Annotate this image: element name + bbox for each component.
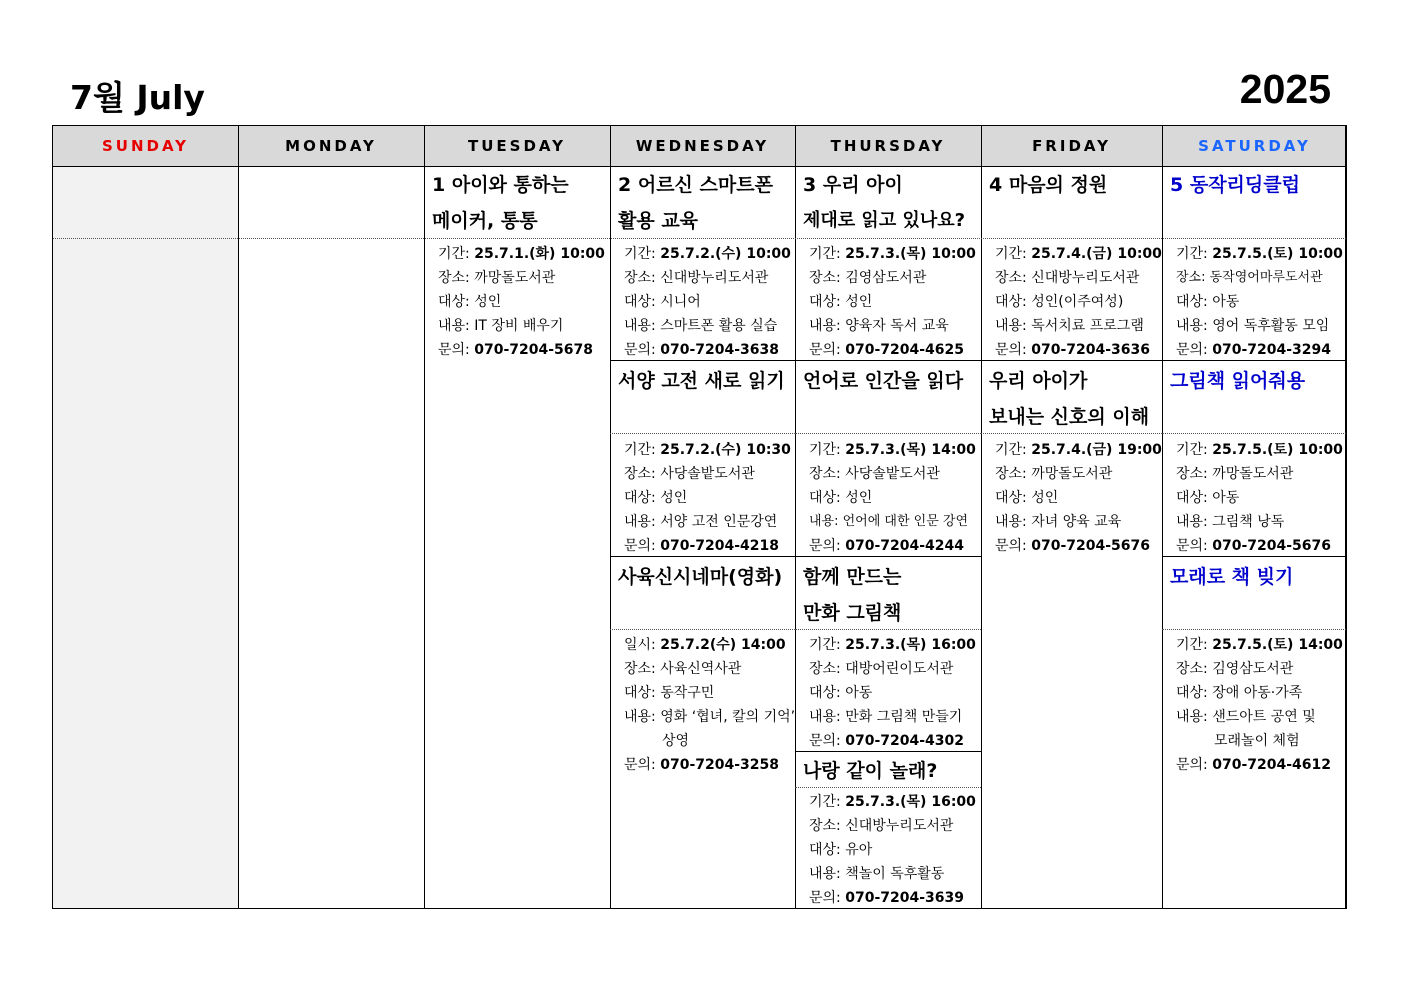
sunday-column-fill (53, 167, 238, 908)
title-divider (795, 433, 981, 434)
event-content: 내용: 영어 독후활동 모임 (1176, 318, 1330, 334)
event-title: 5 동작리딩클럽 (1170, 174, 1300, 196)
event-details (610, 438, 795, 558)
event-date: 25.7.5.(토) 10:00 (1212, 246, 1343, 262)
event-place: 장소: 대방어린이도서관 (809, 661, 954, 677)
column-divider (238, 126, 239, 908)
detail-label: 문의: (1176, 538, 1213, 554)
event-title: 함께 만드는 (803, 566, 902, 588)
event-phone: 070-7204-5678 (474, 342, 593, 358)
event-details (981, 242, 1162, 362)
event-date: 25.7.3.(목) 16:00 (845, 794, 976, 810)
event-place: 장소: 사당솔밭도서관 (624, 466, 755, 482)
month-title: 7월 July (70, 78, 205, 117)
detail-label: 문의: (1176, 757, 1213, 773)
event-title: 사육신시네마(영화) (618, 566, 783, 588)
detail-label: 기간: (995, 442, 1032, 458)
detail-label: 문의: (438, 342, 475, 358)
event-place: 장소: 까망돌도서관 (438, 270, 556, 286)
event-target: 대상: 장애 아동·가족 (1176, 685, 1303, 701)
event-place: 장소: 사당솔밭도서관 (809, 466, 940, 482)
event-target: 대상: 아동 (809, 685, 873, 701)
event-details (981, 438, 1162, 558)
event-phone: 070-7204-3638 (660, 342, 779, 358)
event-title: 만화 그림책 (803, 602, 902, 624)
detail-label: 문의: (809, 890, 846, 906)
event-details (795, 438, 981, 558)
event-title: 언어로 인간을 읽다 (803, 370, 964, 392)
event-place: 장소: 까망돌도서관 (995, 466, 1113, 482)
event-place: 장소: 신대방누리도서관 (624, 270, 769, 286)
detail-label: 문의: (995, 342, 1032, 358)
event-details (1162, 242, 1346, 362)
event-place: 장소: 신대방누리도서관 (995, 270, 1140, 286)
detail-label: 기간: (995, 246, 1032, 262)
event-phone: 070-7204-4302 (845, 733, 964, 749)
weekday-friday: FRIDAY (1032, 137, 1111, 155)
detail-label: 문의: (624, 342, 661, 358)
detail-label: 문의: (809, 538, 846, 554)
event-phone: 070-7204-5676 (1212, 538, 1331, 554)
event-target: 대상: 시니어 (624, 294, 701, 310)
event-content: 내용: 영화 ‘협녀, 칼의 기억’ (624, 709, 796, 725)
detail-label: 기간: (809, 794, 846, 810)
event-content: 내용: 스마트폰 활용 실습 (624, 318, 778, 334)
event-content: 내용: 언어에 대한 인문 강연 (809, 514, 969, 529)
event-place: 장소: 김영삼도서관 (809, 270, 927, 286)
event-title: 서양 고전 새로 읽기 (618, 370, 785, 392)
event-target: 대상: 성인 (995, 490, 1059, 506)
event-details (795, 633, 981, 753)
detail-label: 기간: (809, 637, 846, 653)
event-date: 25.7.2(수) 14:00 (660, 637, 786, 653)
event-date: 25.7.2.(수) 10:00 (660, 246, 791, 262)
event-title: 우리 아이가 (989, 370, 1088, 392)
detail-label: 문의: (809, 342, 846, 358)
weekday-sunday: SUNDAY (101, 137, 190, 155)
detail-label: 기간: (438, 246, 475, 262)
event-content: 내용: IT 장비 배우기 (438, 318, 564, 334)
weekday-saturday: SATURDAY (1198, 137, 1311, 155)
event-place: 장소: 신대방누리도서관 (809, 818, 954, 834)
title-divider (610, 629, 795, 630)
event-title: 4 마음의 정원 (989, 174, 1108, 196)
event-date: 25.7.1.(화) 10:00 (474, 246, 605, 262)
detail-label: 문의: (624, 538, 661, 554)
event-details (1162, 633, 1346, 777)
event-content: 내용: 책놀이 독후활동 (809, 866, 945, 882)
event-details (424, 242, 610, 362)
weekday-wednesday: WEDNESDAY (635, 137, 770, 155)
event-content: 내용: 서양 고전 인문강연 (624, 514, 778, 530)
event-phone: 070-7204-3294 (1212, 342, 1331, 358)
event-date: 25.7.5.(토) 14:00 (1212, 637, 1343, 653)
event-target: 대상: 성인 (624, 490, 688, 506)
detail-label: 일시: (624, 637, 661, 653)
detail-label: 기간: (809, 442, 846, 458)
event-target: 대상: 유아 (809, 842, 873, 858)
event-content: 내용: 독서치료 프로그램 (995, 318, 1144, 334)
event-title: 제대로 읽고 있나요? (803, 210, 966, 231)
event-target: 대상: 성인 (809, 294, 873, 310)
event-details (795, 242, 981, 362)
detail-label: 기간: (624, 442, 661, 458)
event-place: 장소: 김영삼도서관 (1176, 661, 1294, 677)
event-target: 대상: 성인(이주여성) (995, 294, 1124, 310)
event-content: 내용: 자녀 양육 교육 (995, 514, 1122, 530)
detail-label: 문의: (809, 733, 846, 749)
detail-label: 문의: (995, 538, 1032, 554)
weekday-tuesday: TUESDAY (468, 137, 566, 155)
event-title: 그림책 읽어줘용 (1170, 370, 1306, 392)
detail-label: 기간: (1176, 246, 1213, 262)
detail-label: 기간: (1176, 442, 1213, 458)
event-date: 25.7.2.(수) 10:30 (660, 442, 791, 458)
detail-label: 기간: (809, 246, 846, 262)
weekday-monday: MONDAY (285, 137, 377, 155)
event-details (610, 633, 795, 777)
event-target: 대상: 아동 (1176, 294, 1240, 310)
event-phone: 070-7204-4612 (1212, 757, 1331, 773)
event-date: 25.7.4.(금) 19:00 (1031, 442, 1162, 458)
title-divider (610, 433, 795, 434)
event-title: 3 우리 아이 (803, 174, 903, 196)
event-date: 25.7.3.(목) 16:00 (845, 637, 976, 653)
detail-label: 문의: (624, 757, 661, 773)
calendar-grid (52, 125, 1347, 909)
detail-label: 문의: (1176, 342, 1213, 358)
event-phone: 070-7204-4218 (660, 538, 779, 554)
event-phone: 070-7204-4244 (845, 538, 964, 554)
event-title: 활용 교육 (618, 210, 699, 232)
event-target: 대상: 동작구민 (624, 685, 715, 701)
detail-label: 기간: (1176, 637, 1213, 653)
event-content-cont: 모래놀이 체험 (1214, 733, 1300, 749)
event-content: 내용: 만화 그림책 만들기 (809, 709, 963, 725)
event-details (1162, 438, 1346, 558)
event-date: 25.7.3.(목) 14:00 (845, 442, 976, 458)
event-phone: 070-7204-4625 (845, 342, 964, 358)
title-divider (1162, 629, 1346, 630)
year-title: 2025 (1239, 66, 1331, 112)
event-details (795, 790, 981, 910)
event-title: 1 아이와 통하는 (432, 174, 569, 196)
event-content: 내용: 샌드아트 공연 및 (1176, 709, 1316, 725)
event-phone: 070-7204-3639 (845, 890, 964, 906)
event-date: 25.7.5.(토) 10:00 (1212, 442, 1343, 458)
event-content-cont: 상영 (662, 733, 690, 749)
event-title: 메이커, 통통 (432, 210, 538, 232)
title-divider (1162, 433, 1346, 434)
detail-label: 기간: (624, 246, 661, 262)
event-content: 내용: 그림책 낭독 (1176, 514, 1285, 530)
event-title: 나랑 같이 놀래? (803, 760, 938, 782)
event-details (610, 242, 795, 362)
event-phone: 070-7204-3636 (1031, 342, 1150, 358)
event-date: 25.7.3.(목) 10:00 (845, 246, 976, 262)
event-date: 25.7.4.(금) 10:00 (1031, 246, 1162, 262)
event-title: 모래로 책 빚기 (1170, 566, 1294, 588)
event-title: 2 어르신 스마트폰 (618, 174, 773, 196)
event-phone: 070-7204-3258 (660, 757, 779, 773)
event-title: 보내는 신호의 이해 (989, 406, 1150, 428)
event-place: 장소: 까망돌도서관 (1176, 466, 1294, 482)
event-place: 장소: 동작영어마루도서관 (1176, 270, 1323, 285)
event-target: 대상: 성인 (809, 490, 873, 506)
weekday-thursday: THURSDAY (830, 137, 946, 155)
event-target: 대상: 성인 (438, 294, 502, 310)
event-place: 장소: 사육신역사관 (624, 661, 742, 677)
event-phone: 070-7204-5676 (1031, 538, 1150, 554)
event-content: 내용: 양육자 독서 교육 (809, 318, 949, 334)
weekday-header-row (53, 126, 1345, 167)
event-target: 대상: 아동 (1176, 490, 1240, 506)
